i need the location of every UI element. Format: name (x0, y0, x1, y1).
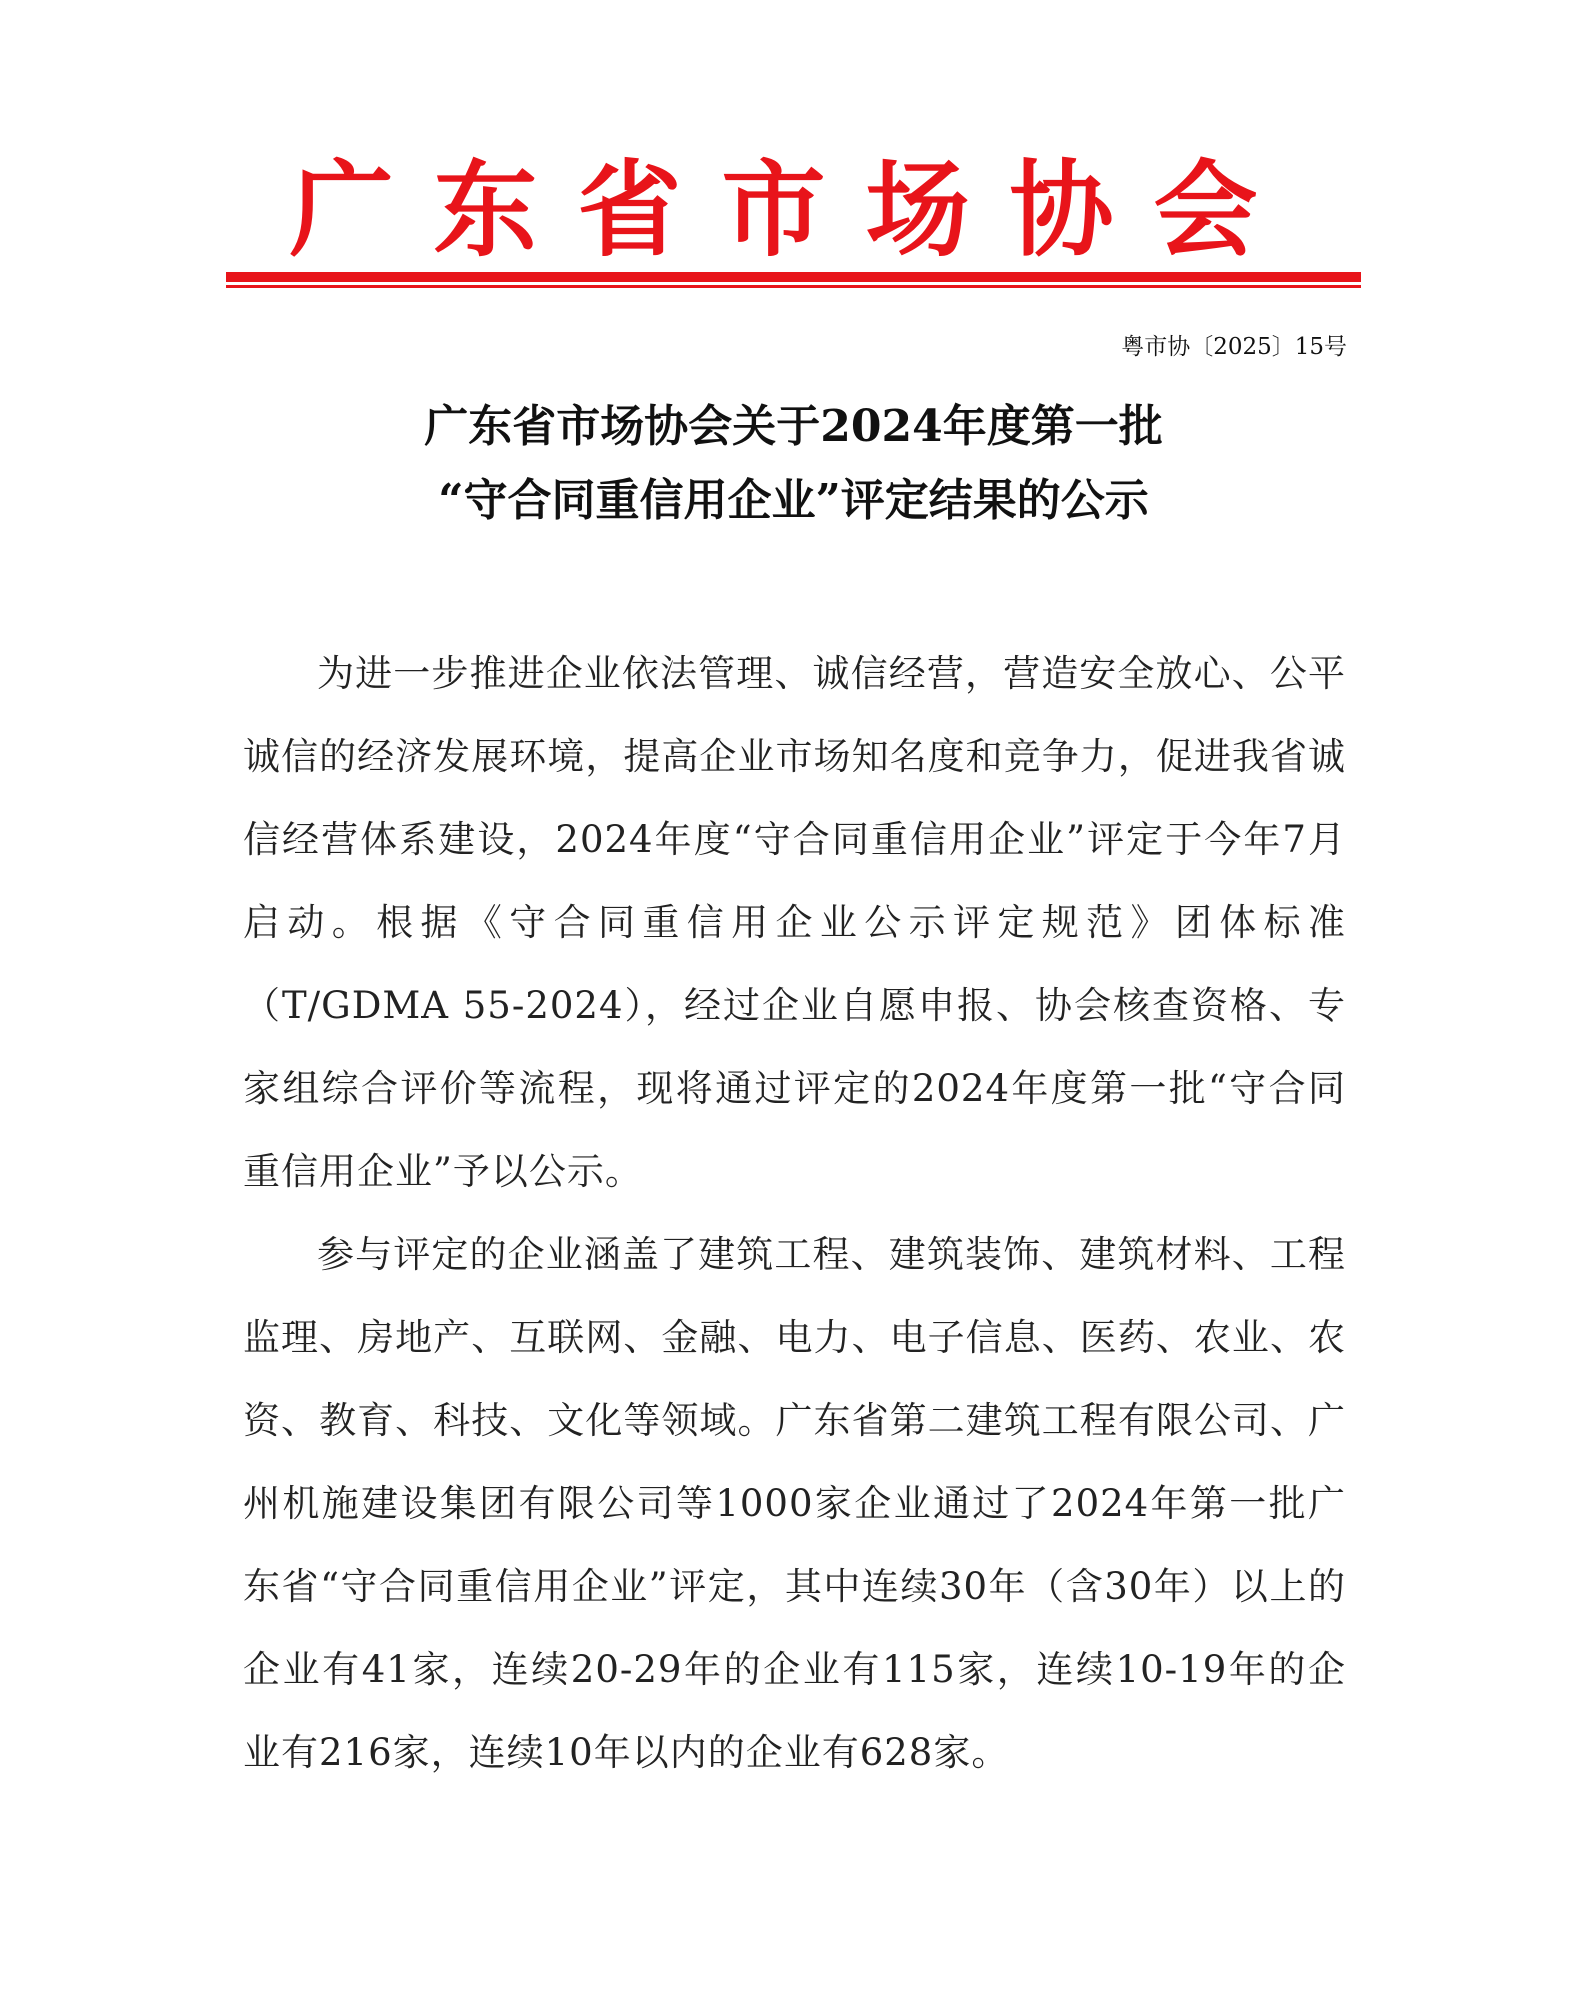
document-number: 粤市协〔2025〕15号 (1121, 334, 1347, 360)
body-paragraph-1: 为进一步推进企业依法管理、诚信经营，营造安全放心、公平诚信的经济发展环境，提高企业市场知名度和竞争力，促进我省诚信经营体系建设，2024年度“守合同重信用企业”评定于今年7月启动。根据《守合同重信用企业公示评定规范》团体标准（T/GDMA 55-2024），经过企业自愿申报、协会核查资格、专家组综合评价等流程，现将通过评定的2024年度第一批“守合同重信用企业”予以公示。 (243, 652, 1346, 1193)
document-title (226, 390, 1361, 538)
masthead-rule-thin (226, 285, 1361, 288)
org-masthead: 广东省市场协会 (289, 149, 1298, 271)
title-line-1: 广东省市场协会关于2024年度第一批 (424, 401, 1163, 452)
document-body (243, 632, 1346, 1794)
body-paragraph-2: 参与评定的企业涵盖了建筑工程、建筑装饰、建筑材料、工程监理、房地产、互联网、金融、电力、电子信息、医药、农业、农资、教育、科技、文化等领域。广东省第二建筑工程有限公司、广州机施建设集团有限公司等1000家企业通过了2024年第一批广东省“守合同重信用企业”评定，其中连续30年（含30年）以上的企业有41家，连续20-29年的企业有115家，连续10-19年的企业有216家，连续10年以内的企业有628家。 (243, 1233, 1346, 1774)
title-line-2: “守合同重信用企业”评定结果的公示 (438, 475, 1149, 526)
masthead-rule-thick (226, 272, 1361, 282)
